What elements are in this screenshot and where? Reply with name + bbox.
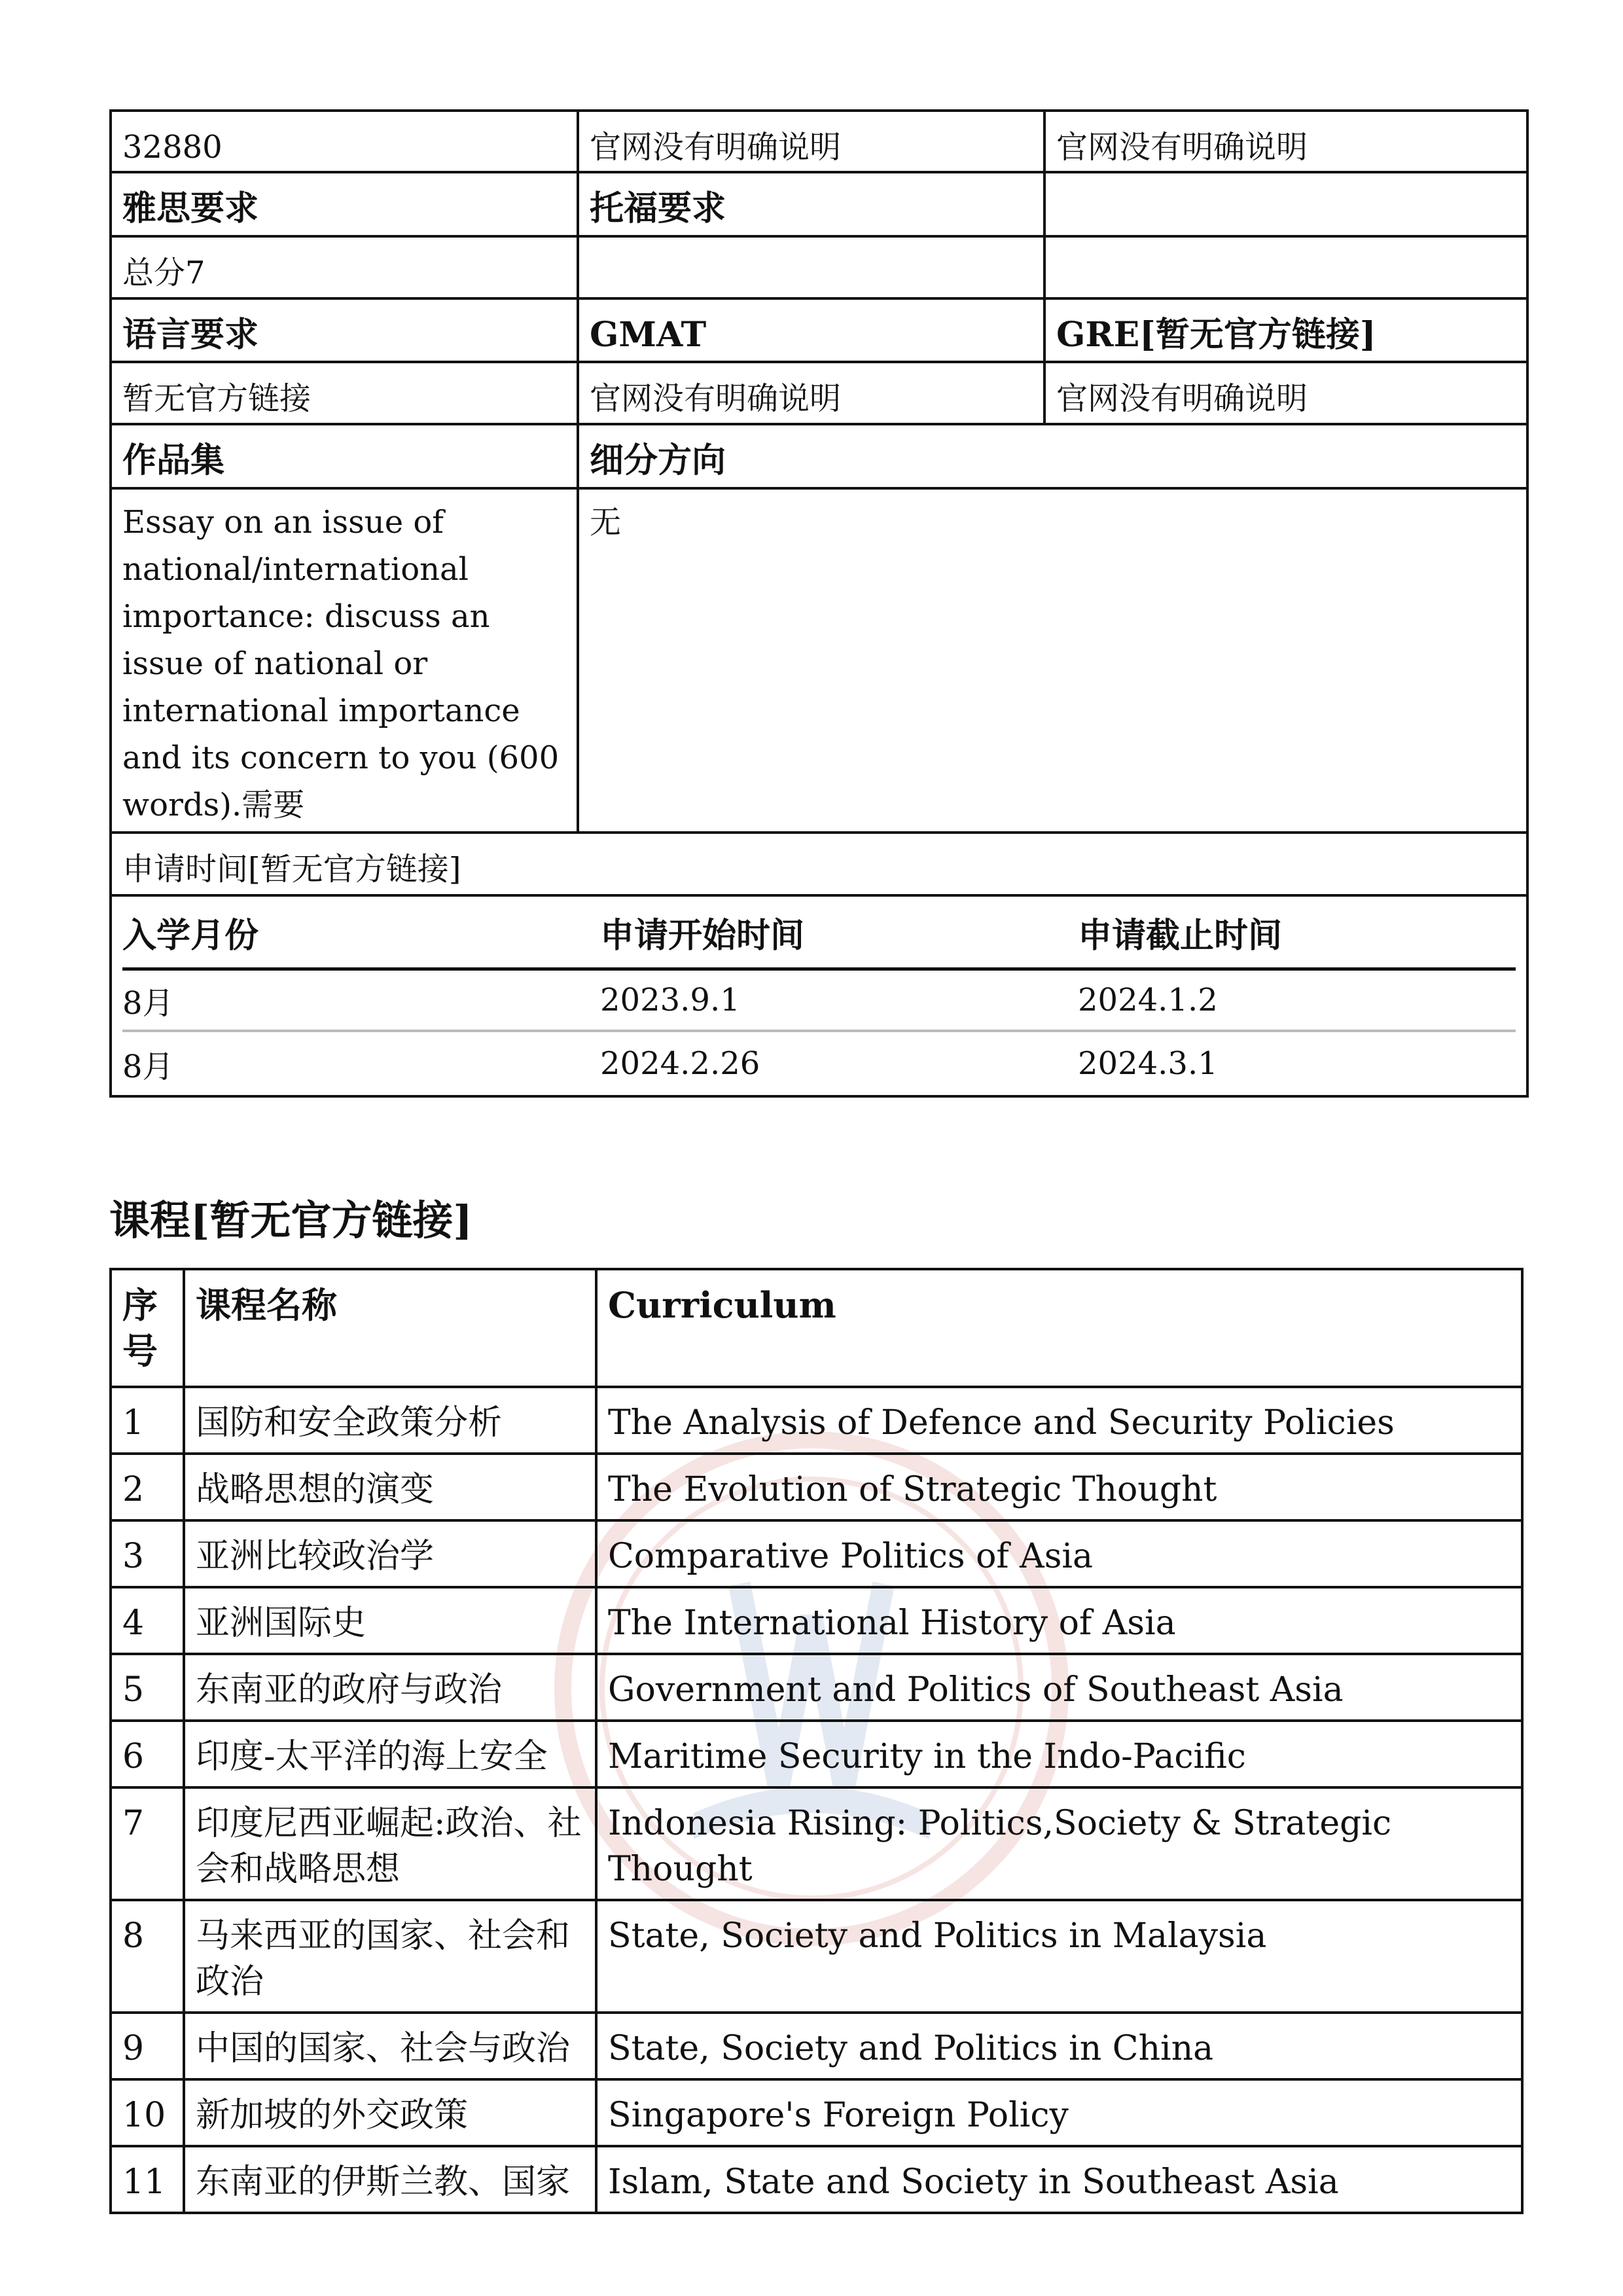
course-name: 国防和安全政策分析 <box>184 1387 596 1454</box>
table-row <box>111 1454 1522 1520</box>
info-row-fees <box>112 112 1526 173</box>
course-name-line: 政治 <box>196 1962 264 2001</box>
direction-label: 细分方向 <box>577 425 1526 487</box>
portfolio-value <box>112 490 577 831</box>
gmat-label: GMAT <box>577 300 1043 361</box>
course-name: 中国的国家、社会与政治 <box>184 2013 596 2079</box>
info-row-apply-time <box>112 834 1526 897</box>
course-no: 10 <box>111 2079 184 2146</box>
course-name: 东南亚的伊斯兰教、国家 <box>184 2146 596 2213</box>
course-en: Maritime Security in the Indo-Pacific <box>596 1721 1522 1787</box>
language-value: 暂无官方链接 <box>122 380 312 417</box>
table-row <box>111 1721 1522 1787</box>
language-label: 语言要求 <box>122 315 259 355</box>
course-en: The International History of Asia <box>596 1587 1522 1654</box>
intake-month: 8月 <box>122 984 174 1022</box>
info-row-lang-labels <box>112 300 1526 363</box>
deadline: 2024.1.2 <box>1078 982 1218 1018</box>
courses-header-row <box>111 1269 1522 1387</box>
course-no: 9 <box>111 2013 184 2079</box>
intake-month-header: 入学月份 <box>122 915 259 956</box>
deadline: 2024.3.1 <box>1078 1045 1218 1082</box>
course-en: State, Society and Politics in Malaysia <box>596 1900 1522 2013</box>
dates-row <box>122 1032 1516 1095</box>
ielts-label: 雅思要求 <box>122 188 259 228</box>
table-row <box>111 2079 1522 2146</box>
portfolio-line: national/international <box>122 551 469 588</box>
portfolio-line: importance: discuss an <box>122 598 490 635</box>
course-en: Comparative Politics of Asia <box>596 1520 1522 1587</box>
table-row <box>111 1587 1522 1654</box>
course-en: The Evolution of Strategic Thought <box>596 1454 1522 1520</box>
dates-header-row <box>122 897 1516 971</box>
table-row <box>111 1787 1522 1900</box>
course-no: 2 <box>111 1454 184 1520</box>
empty-cell <box>1043 238 1526 297</box>
fee-note-1: 官网没有明确说明 <box>577 112 1043 171</box>
portfolio-line: issue of national or <box>122 645 428 682</box>
course-no: 11 <box>111 2146 184 2213</box>
fee-value: 32880 <box>122 129 223 166</box>
gre-value: 官网没有明确说明 <box>1043 363 1526 423</box>
info-table <box>109 109 1529 1098</box>
course-no: 4 <box>111 1587 184 1654</box>
curriculum-header: Curriculum <box>596 1269 1522 1387</box>
portfolio-line: words).需要 <box>122 787 305 823</box>
course-en: Government and Politics of Southeast Asia <box>596 1654 1522 1721</box>
info-row-lang-values <box>112 363 1526 425</box>
table-row <box>111 1900 1522 2013</box>
course-no: 6 <box>111 1721 184 1787</box>
course-name: 东南亚的政府与政治 <box>184 1654 596 1721</box>
start-date: 2023.9.1 <box>600 982 740 1018</box>
toefl-value <box>577 238 1043 297</box>
portfolio-line: and its concern to you (600 <box>122 740 560 776</box>
info-row-test-values <box>112 238 1526 300</box>
portfolio-line: Essay on an issue of <box>122 504 444 541</box>
portfolio-line: international importance <box>122 692 520 729</box>
course-en: Indonesia Rising: Politics,Society & Strategic Thought <box>596 1787 1522 1900</box>
table-row <box>111 2013 1522 2079</box>
apply-time-label: 申请时间[暂无官方链接] <box>122 851 461 888</box>
course-name <box>184 1900 596 2013</box>
course-no: 8 <box>111 1900 184 2013</box>
direction-value: 无 <box>577 490 1526 831</box>
course-name: 亚洲国际史 <box>184 1587 596 1654</box>
table-row <box>111 1387 1522 1454</box>
table-row <box>111 1520 1522 1587</box>
dates-table <box>112 897 1526 1095</box>
course-name-header: 课程名称 <box>184 1269 596 1387</box>
course-name <box>184 1787 596 1900</box>
dates-row <box>122 971 1516 1032</box>
toefl-label: 托福要求 <box>577 173 1043 235</box>
table-row <box>111 2146 1522 2213</box>
gre-label: GRE[暂无官方链接] <box>1043 300 1526 361</box>
table-row <box>111 1654 1522 1721</box>
course-no: 5 <box>111 1654 184 1721</box>
course-en: Islam, State and Society in Southeast Asia <box>596 2146 1522 2213</box>
course-name-line: 会和战略思想 <box>196 1850 401 1889</box>
portfolio-label: 作品集 <box>122 440 225 480</box>
intake-month: 8月 <box>122 1048 174 1085</box>
deadline-header: 申请截止时间 <box>1078 915 1283 956</box>
course-no: 7 <box>111 1787 184 1900</box>
courses-title: 课程[暂无官方链接] <box>109 1196 473 1244</box>
no-header-line: 序 <box>122 1284 158 1326</box>
course-en: The Analysis of Defence and Security Policies <box>596 1387 1522 1454</box>
empty-cell <box>1043 173 1526 235</box>
course-name: 战略思想的演变 <box>184 1454 596 1520</box>
course-name: 印度-太平洋的海上安全 <box>184 1721 596 1787</box>
info-row-portfolio-values <box>112 490 1526 834</box>
info-row-test-labels <box>112 173 1526 238</box>
course-name-line: 印度尼西亚崛起:政治、社 <box>196 1804 582 1843</box>
course-name: 亚洲比较政治学 <box>184 1520 596 1587</box>
courses-table <box>109 1268 1524 2214</box>
start-date: 2024.2.26 <box>600 1045 760 1082</box>
ielts-value: 总分7 <box>122 255 205 291</box>
course-en: Singapore's Foreign Policy <box>596 2079 1522 2146</box>
gmat-value: 官网没有明确说明 <box>577 363 1043 423</box>
no-header <box>111 1269 184 1387</box>
course-no: 3 <box>111 1520 184 1587</box>
fee-note-2: 官网没有明确说明 <box>1043 112 1526 171</box>
course-name-line: 马来西亚的国家、社会和 <box>196 1916 571 1956</box>
no-header-line: 号 <box>122 1330 158 1372</box>
info-row-portfolio-labels <box>112 425 1526 490</box>
start-date-header: 申请开始时间 <box>600 915 805 956</box>
course-en: State, Society and Politics in China <box>596 2013 1522 2079</box>
course-name: 新加坡的外交政策 <box>184 2079 596 2146</box>
course-no: 1 <box>111 1387 184 1454</box>
